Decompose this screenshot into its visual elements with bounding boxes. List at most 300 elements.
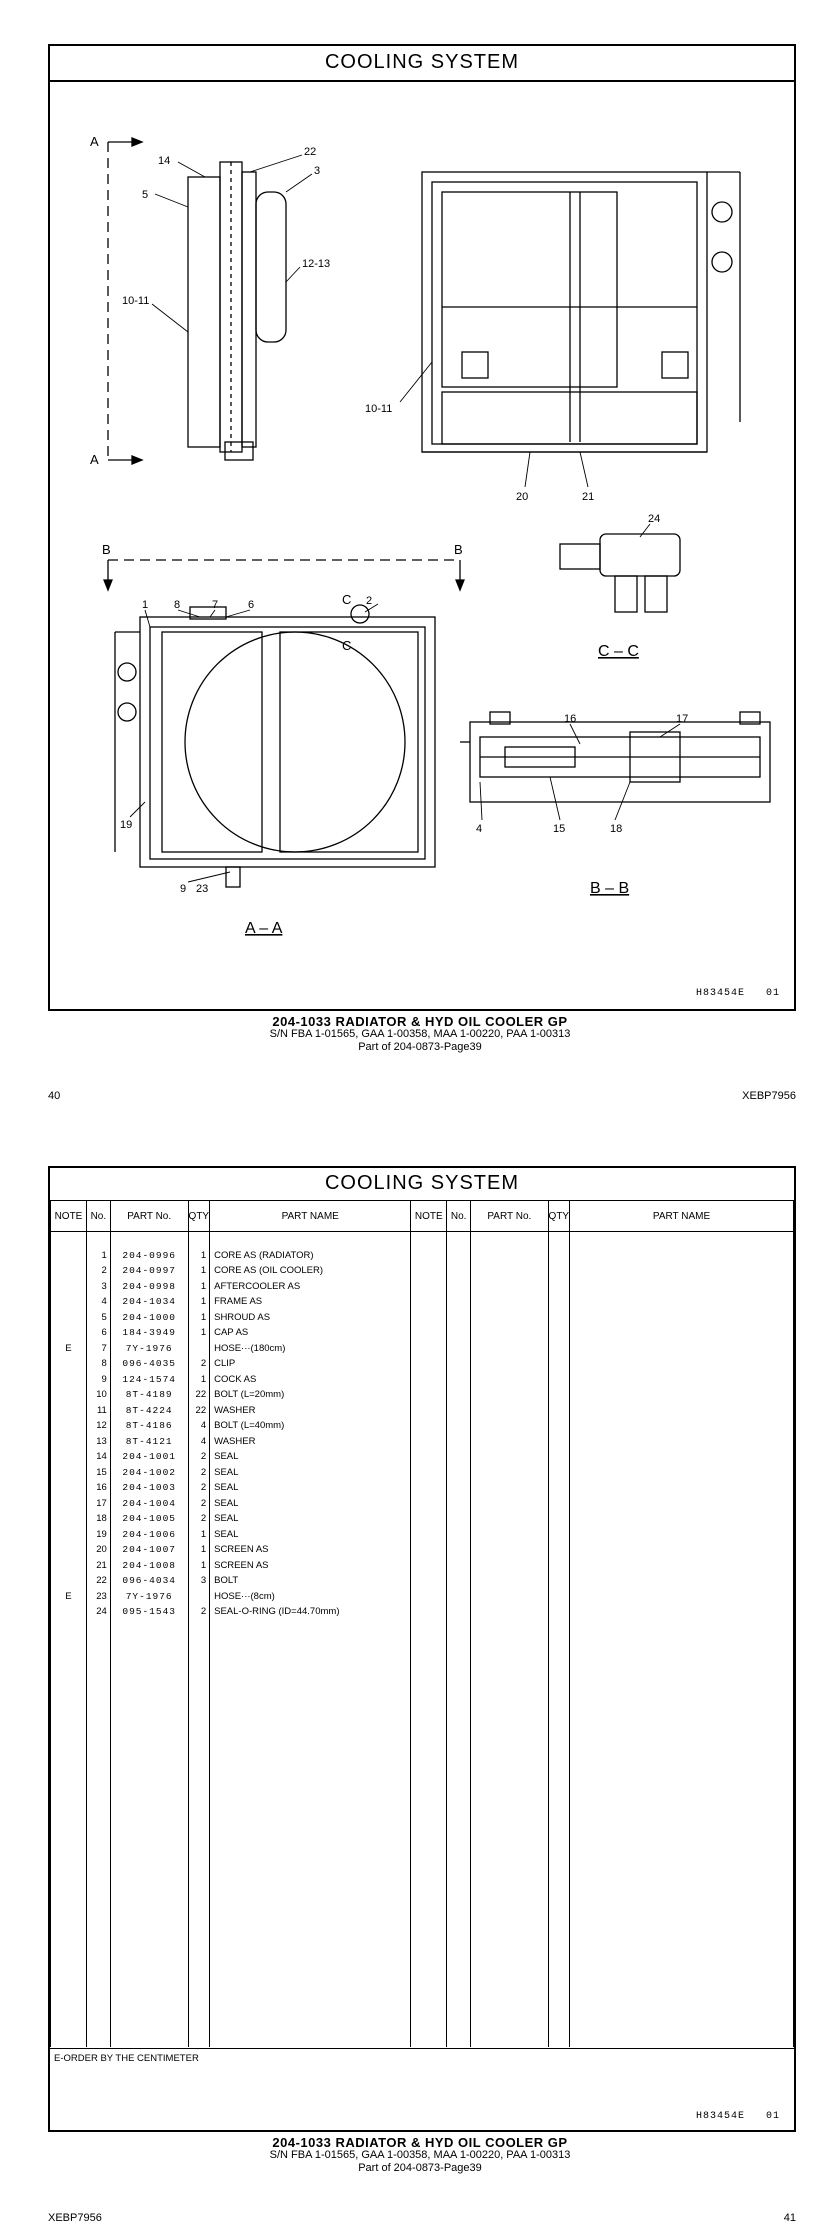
empty-cell: [471, 1527, 548, 1543]
empty-cell: [447, 1527, 471, 1543]
qty-cell: 1: [188, 1248, 210, 1264]
part-number-cell: 8T-4224: [110, 1403, 188, 1419]
callout-12-13: 12-13: [302, 258, 331, 270]
doc-code-top: XEBP7956: [742, 1090, 796, 1102]
qty-cell: 22: [188, 1387, 210, 1403]
empty-cell: [471, 1589, 548, 1605]
table-row: [51, 1542, 794, 1558]
empty-cell: [447, 1294, 471, 1310]
empty-cell: [548, 1310, 570, 1326]
part-number-cell: 204-1000: [110, 1310, 188, 1326]
callout-6: 6: [248, 599, 255, 611]
item-number-cell: 10: [86, 1387, 110, 1403]
part-name-cell: SEAL: [210, 1465, 411, 1481]
note-cell: [51, 1527, 87, 1543]
empty-cell: [447, 1356, 471, 1372]
empty-cell: [447, 1511, 471, 1527]
callout-14: 14: [158, 155, 171, 167]
empty-cell: [570, 1604, 794, 1620]
table-row: [51, 1341, 794, 1357]
empty-cell: [548, 1325, 570, 1341]
empty-cell: [570, 1325, 794, 1341]
item-number-cell: 6: [86, 1325, 110, 1341]
item-number-cell: 14: [86, 1449, 110, 1465]
section-a-a-drawing: [104, 560, 464, 887]
qty-cell: 1: [188, 1263, 210, 1279]
diagram-title: COOLING SYSTEM: [324, 51, 520, 73]
table-row: [51, 1449, 794, 1465]
table-row: [51, 1589, 794, 1605]
empty-cell: [447, 1310, 471, 1326]
diagram-title-bar: [50, 46, 794, 82]
qty-cell: 2: [188, 1356, 210, 1372]
table-row: [51, 1511, 794, 1527]
callout-c-top: C: [342, 592, 352, 607]
empty-cell: [471, 1465, 548, 1481]
empty-cell: [447, 1372, 471, 1388]
empty-cell: [411, 1356, 447, 1372]
item-number-cell: 12: [86, 1418, 110, 1434]
note-cell: [51, 1403, 87, 1419]
empty-cell: [570, 1527, 794, 1543]
empty-cell: [411, 1558, 447, 1574]
empty-cell: [471, 1310, 548, 1326]
caption-top: [0, 1015, 840, 1054]
note-cell: [51, 1558, 87, 1574]
table-row: [51, 1558, 794, 1574]
empty-cell: [570, 1480, 794, 1496]
empty-cell: [447, 1418, 471, 1434]
part-name-cell: BOLT (L=40mm): [210, 1418, 411, 1434]
table-row: [51, 1480, 794, 1496]
part-number-cell: 096-4035: [110, 1356, 188, 1372]
empty-cell: [471, 1403, 548, 1419]
empty-cell: [411, 1294, 447, 1310]
callout-18: 18: [610, 823, 623, 835]
part-name-cell: CAP AS: [210, 1325, 411, 1341]
empty-cell: [447, 1589, 471, 1605]
callout-15: 15: [553, 823, 566, 835]
callout-c-bottom: C: [342, 638, 352, 653]
empty-cell: [570, 1294, 794, 1310]
note-cell: [51, 1542, 87, 1558]
empty-cell: [570, 1434, 794, 1450]
empty-cell: [548, 1263, 570, 1279]
caption-bottom-line3: Part of 204-0873-Page39: [358, 2162, 482, 2174]
callout-10-11-front: 10-11: [365, 403, 393, 415]
empty-cell: [548, 1558, 570, 1574]
callout-b-left: B: [102, 542, 111, 557]
empty-cell: [447, 1449, 471, 1465]
qty-cell: 2: [188, 1480, 210, 1496]
callout-20: 20: [516, 491, 529, 503]
qty-cell: 1: [188, 1310, 210, 1326]
empty-cell: [411, 1325, 447, 1341]
view-label-b-b: B – B: [590, 880, 630, 897]
header-part-no: PART No.: [110, 1201, 188, 1232]
table-row: [51, 1465, 794, 1481]
empty-cell: [548, 1604, 570, 1620]
qty-cell: 2: [188, 1496, 210, 1512]
qty-cell: 1: [188, 1372, 210, 1388]
parts-table: [50, 1200, 794, 2047]
callout-9: 9: [180, 883, 187, 895]
item-number-cell: 15: [86, 1465, 110, 1481]
empty-cell: [447, 1558, 471, 1574]
part-number-cell: 8T-4189: [110, 1387, 188, 1403]
empty-cell: [570, 1496, 794, 1512]
part-name-cell: COCK AS: [210, 1372, 411, 1388]
table-row: [51, 1294, 794, 1310]
empty-cell: [548, 1248, 570, 1264]
qty-cell: 22: [188, 1403, 210, 1419]
callout-21: 21: [582, 491, 595, 503]
page-number-40: 40: [48, 1090, 61, 1102]
part-name-cell: SEAL: [210, 1449, 411, 1465]
part-number-cell: 7Y-1976: [110, 1589, 188, 1605]
item-number-cell: 3: [86, 1279, 110, 1295]
empty-cell: [570, 1387, 794, 1403]
empty-cell: [570, 1542, 794, 1558]
empty-cell: [471, 1387, 548, 1403]
empty-cell: [570, 1403, 794, 1419]
table-row: [51, 1263, 794, 1279]
note-cell: [51, 1496, 87, 1512]
empty-cell: [447, 1573, 471, 1589]
empty-cell: [548, 1511, 570, 1527]
note-cell: [51, 1418, 87, 1434]
empty-cell: [447, 1465, 471, 1481]
empty-cell: [471, 1325, 548, 1341]
note-cell: [51, 1356, 87, 1372]
doc-code-bottom: XEBP7956: [48, 2212, 102, 2224]
part-name-cell: BOLT (L=20mm): [210, 1387, 411, 1403]
callout-2: 2: [366, 595, 373, 607]
part-name-cell: SCREEN AS: [210, 1542, 411, 1558]
note-cell: [51, 1294, 87, 1310]
empty-cell: [471, 1279, 548, 1295]
front-view-drawing: [422, 172, 740, 452]
qty-cell: 1: [188, 1558, 210, 1574]
part-number-cell: 204-1005: [110, 1511, 188, 1527]
item-number-cell: 21: [86, 1558, 110, 1574]
part-number-cell: 096-4034: [110, 1573, 188, 1589]
qty-cell: 2: [188, 1604, 210, 1620]
table-row: [51, 1403, 794, 1419]
empty-cell: [411, 1263, 447, 1279]
callout-22: 22: [304, 146, 317, 158]
empty-cell: [411, 1511, 447, 1527]
qty-cell: 4: [188, 1418, 210, 1434]
table-row: [51, 1434, 794, 1450]
empty-cell: [411, 1248, 447, 1264]
qty-cell: 1: [188, 1325, 210, 1341]
empty-cell: [471, 1372, 548, 1388]
note-cell: [51, 1449, 87, 1465]
note-cell: [51, 1372, 87, 1388]
header-no: No.: [86, 1201, 110, 1232]
empty-cell: [570, 1372, 794, 1388]
exploded-diagram: [50, 82, 794, 1007]
note-cell: [51, 1511, 87, 1527]
page-number-41: 41: [783, 2212, 796, 2224]
empty-cell: [411, 1527, 447, 1543]
table-row: [51, 1573, 794, 1589]
qty-cell: 1: [188, 1527, 210, 1543]
empty-cell: [411, 1341, 447, 1357]
caption-top-line3: Part of 204-0873-Page39: [358, 1041, 482, 1053]
empty-cell: [548, 1372, 570, 1388]
empty-cell: [471, 1480, 548, 1496]
empty-cell: [411, 1372, 447, 1388]
empty-cell: [411, 1403, 447, 1419]
empty-cell: [471, 1604, 548, 1620]
empty-cell: [548, 1527, 570, 1543]
empty-cell: [570, 1279, 794, 1295]
part-number-cell: 8T-4121: [110, 1434, 188, 1450]
empty-cell: [570, 1341, 794, 1357]
part-number-cell: 184-3949: [110, 1325, 188, 1341]
part-name-cell: SEAL: [210, 1527, 411, 1543]
view-label-a-a: A – A: [245, 920, 283, 937]
item-number-cell: 19: [86, 1527, 110, 1543]
note-cell: [51, 1480, 87, 1496]
empty-cell: [471, 1511, 548, 1527]
illustration-code-bottom: H83454E 01: [695, 2111, 780, 2122]
empty-cell: [471, 1542, 548, 1558]
parts-table-header: [51, 1201, 794, 1232]
note-cell: [51, 1310, 87, 1326]
callout-leaders: [130, 155, 680, 882]
empty-cell: [411, 1387, 447, 1403]
empty-cell: [570, 1465, 794, 1481]
empty-cell: [570, 1511, 794, 1527]
qty-cell: 2: [188, 1465, 210, 1481]
part-number-cell: 204-1002: [110, 1465, 188, 1481]
filler-row: [51, 1620, 794, 2047]
header-part-no-right: PART No.: [471, 1201, 548, 1232]
empty-cell: [548, 1341, 570, 1357]
empty-cell: [570, 1589, 794, 1605]
parts-title: COOLING SYSTEM: [324, 1172, 520, 1194]
empty-cell: [411, 1310, 447, 1326]
caption-bottom-line2: S/N FBA 1-01565, GAA 1-00358, MAA 1-00220, PAA 1-00313: [269, 2149, 571, 2161]
empty-cell: [447, 1434, 471, 1450]
part-number-cell: 204-1034: [110, 1294, 188, 1310]
item-number-cell: 13: [86, 1434, 110, 1450]
callout-4: 4: [476, 823, 483, 835]
part-number-cell: 204-1001: [110, 1449, 188, 1465]
qty-cell: 4: [188, 1434, 210, 1450]
header-note: NOTE: [51, 1201, 87, 1232]
callout-19: 19: [120, 819, 133, 831]
qty-cell: 2: [188, 1511, 210, 1527]
empty-cell: [411, 1465, 447, 1481]
empty-cell: [447, 1542, 471, 1558]
part-name-cell: WASHER: [210, 1434, 411, 1450]
item-number-cell: 24: [86, 1604, 110, 1620]
item-number-cell: 9: [86, 1372, 110, 1388]
part-name-cell: CORE AS (RADIATOR): [210, 1248, 411, 1264]
part-number-cell: 095-1543: [110, 1604, 188, 1620]
part-name-cell: CLIP: [210, 1356, 411, 1372]
item-number-cell: 23: [86, 1589, 110, 1605]
part-number-cell: 7Y-1976: [110, 1341, 188, 1357]
empty-cell: [411, 1573, 447, 1589]
note-cell: [51, 1604, 87, 1620]
qty-cell: 1: [188, 1294, 210, 1310]
callout-8: 8: [174, 599, 181, 611]
qty-cell: 3: [188, 1573, 210, 1589]
part-number-cell: 204-0997: [110, 1263, 188, 1279]
callout-3: 3: [314, 165, 321, 177]
empty-cell: [548, 1465, 570, 1481]
callout-23: 23: [196, 883, 209, 895]
empty-cell: [411, 1449, 447, 1465]
note-cell: [51, 1573, 87, 1589]
empty-cell: [548, 1573, 570, 1589]
empty-cell: [447, 1480, 471, 1496]
item-number-cell: 5: [86, 1310, 110, 1326]
empty-cell: [411, 1279, 447, 1295]
empty-cell: [447, 1248, 471, 1264]
illustration-code-top: H83454E 01: [695, 988, 780, 999]
part-name-cell: AFTERCOOLER AS: [210, 1279, 411, 1295]
empty-cell: [548, 1387, 570, 1403]
item-number-cell: 18: [86, 1511, 110, 1527]
empty-cell: [411, 1418, 447, 1434]
callout-5: 5: [142, 189, 149, 201]
part-name-cell: CORE AS (OIL COOLER): [210, 1263, 411, 1279]
empty-cell: [548, 1480, 570, 1496]
part-name-cell: HOSE···(180cm): [210, 1341, 411, 1357]
qty-cell: [188, 1589, 210, 1605]
empty-cell: [471, 1418, 548, 1434]
table-row: [51, 1496, 794, 1512]
item-number-cell: 1: [86, 1248, 110, 1264]
empty-cell: [411, 1434, 447, 1450]
part-number-cell: 8T-4186: [110, 1418, 188, 1434]
table-row: [51, 1356, 794, 1372]
empty-cell: [471, 1294, 548, 1310]
empty-cell: [471, 1263, 548, 1279]
part-number-cell: 204-1003: [110, 1480, 188, 1496]
note-cell: [51, 1279, 87, 1295]
section-c-c-drawing: [560, 534, 680, 612]
empty-cell: [447, 1341, 471, 1357]
qty-cell: [188, 1341, 210, 1357]
empty-cell: [447, 1387, 471, 1403]
empty-cell: [570, 1573, 794, 1589]
item-number-cell: 4: [86, 1294, 110, 1310]
empty-cell: [447, 1263, 471, 1279]
empty-cell: [447, 1496, 471, 1512]
empty-cell: [548, 1449, 570, 1465]
item-number-cell: 7: [86, 1341, 110, 1357]
table-row: [51, 1248, 794, 1264]
empty-cell: [570, 1449, 794, 1465]
item-number-cell: 8: [86, 1356, 110, 1372]
item-number-cell: 22: [86, 1573, 110, 1589]
part-number-cell: 204-0998: [110, 1279, 188, 1295]
part-name-cell: SEAL: [210, 1496, 411, 1512]
part-number-cell: 124-1574: [110, 1372, 188, 1388]
note-cell: E: [51, 1589, 87, 1605]
view-label-c-c: C – C: [598, 643, 639, 660]
table-row: [51, 1604, 794, 1620]
table-row: [51, 1279, 794, 1295]
empty-cell: [411, 1604, 447, 1620]
empty-cell: [548, 1434, 570, 1450]
footnote: E-ORDER BY THE CENTIMETER: [54, 2053, 199, 2064]
empty-cell: [447, 1279, 471, 1295]
table-row: [51, 1527, 794, 1543]
empty-cell: [548, 1589, 570, 1605]
item-number-cell: 17: [86, 1496, 110, 1512]
empty-cell: [570, 1356, 794, 1372]
empty-cell: [570, 1558, 794, 1574]
part-name-cell: SEAL: [210, 1511, 411, 1527]
note-cell: [51, 1465, 87, 1481]
empty-cell: [471, 1558, 548, 1574]
empty-cell: [471, 1248, 548, 1264]
callout-a-bottom: A: [90, 452, 99, 467]
table-row: [51, 1310, 794, 1326]
table-row: [51, 1325, 794, 1341]
part-name-cell: SCREEN AS: [210, 1558, 411, 1574]
header-note-right: NOTE: [411, 1201, 447, 1232]
item-number-cell: 16: [86, 1480, 110, 1496]
table-bottom-rule: [50, 2048, 794, 2049]
empty-cell: [570, 1310, 794, 1326]
qty-cell: 1: [188, 1542, 210, 1558]
empty-cell: [548, 1418, 570, 1434]
callout-1: 1: [142, 599, 149, 611]
empty-cell: [471, 1356, 548, 1372]
diagram-frame: [48, 44, 796, 1011]
caption-top-line1: 204-1033 RADIATOR & HYD OIL COOLER GP: [272, 1014, 568, 1029]
item-number-cell: 2: [86, 1263, 110, 1279]
part-name-cell: FRAME AS: [210, 1294, 411, 1310]
empty-cell: [411, 1542, 447, 1558]
empty-cell: [548, 1356, 570, 1372]
callout-16: 16: [564, 713, 577, 725]
empty-cell: [548, 1496, 570, 1512]
callout-7: 7: [212, 599, 219, 611]
part-name-cell: HOSE···(8cm): [210, 1589, 411, 1605]
note-cell: [51, 1325, 87, 1341]
empty-cell: [471, 1341, 548, 1357]
empty-cell: [411, 1589, 447, 1605]
caption-bottom: [0, 2136, 840, 2175]
empty-cell: [447, 1604, 471, 1620]
qty-cell: 1: [188, 1279, 210, 1295]
empty-cell: [548, 1294, 570, 1310]
note-cell: [51, 1387, 87, 1403]
caption-bottom-line1: 204-1033 RADIATOR & HYD OIL COOLER GP: [272, 2135, 568, 2150]
table-row: [51, 1418, 794, 1434]
note-cell: E: [51, 1341, 87, 1357]
empty-cell: [411, 1496, 447, 1512]
empty-cell: [471, 1449, 548, 1465]
part-name-cell: SEAL-O-RING (ID=44.70mm): [210, 1604, 411, 1620]
note-cell: [51, 1263, 87, 1279]
callout-b-right: B: [454, 542, 463, 557]
part-name-cell: WASHER: [210, 1403, 411, 1419]
part-name-cell: SEAL: [210, 1480, 411, 1496]
header-qty: QTY: [188, 1201, 210, 1232]
part-name-cell: BOLT: [210, 1573, 411, 1589]
